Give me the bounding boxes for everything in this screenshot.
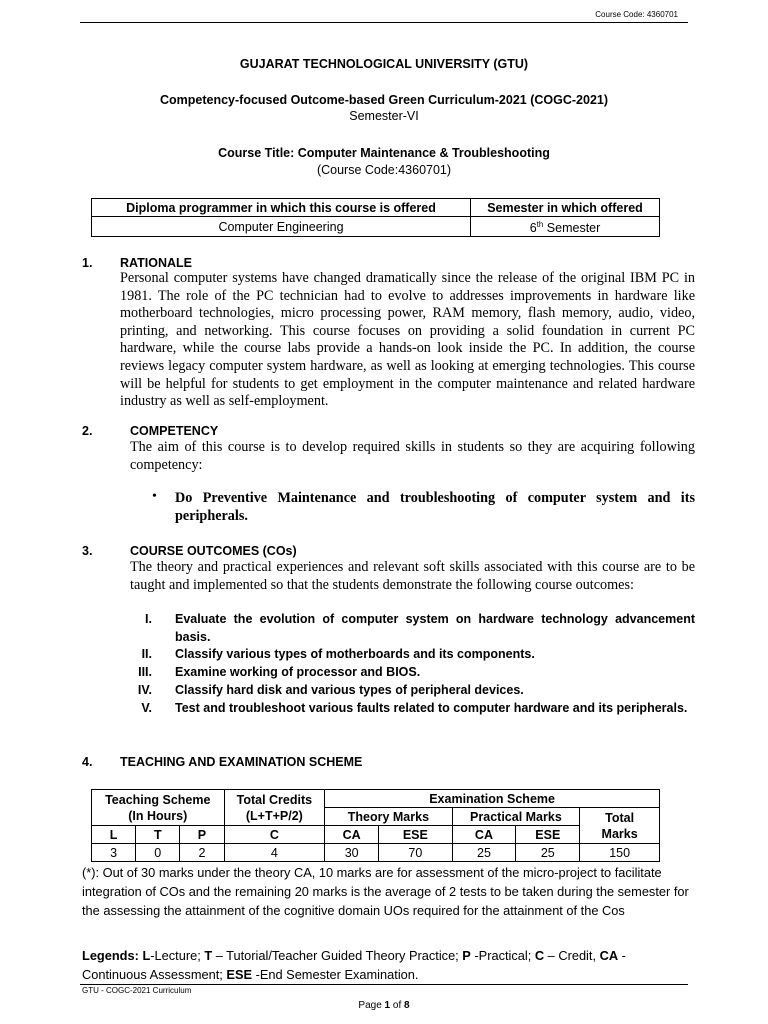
competency-heading: COMPETENCY: [130, 424, 219, 438]
competency-number: 2.: [82, 424, 93, 438]
header-course-code: Course Code: 4360701: [595, 10, 678, 19]
programme-value: Computer Engineering: [92, 217, 471, 237]
rationale-heading: RATIONALE: [120, 256, 192, 270]
outcome-text: Classify various types of motherboards and its components.: [175, 647, 535, 661]
theory-marks-header: Theory Marks: [325, 808, 452, 826]
total-credits-label: Total Credits: [236, 792, 313, 807]
competency-text: The aim of this course is to develop required skills in students so they are acquiring following competency:: [130, 439, 695, 473]
outcome-number: I.: [145, 612, 152, 626]
col-L: L: [92, 826, 136, 844]
outcome-number: III.: [138, 665, 152, 679]
university-title: GUJARAT TECHNOLOGICAL UNIVERSITY (GTU): [239, 57, 529, 71]
legend-CA-text: - Continuous Assessment;: [82, 948, 626, 982]
semester-word: Semester: [543, 221, 601, 236]
value-practical-ESE: 25: [516, 844, 580, 862]
competency-bullet: Do Preventive Maintenance and troubleshooting of computer system and its peripherals.: [175, 490, 695, 524]
outcome-number: II.: [141, 647, 152, 661]
outcomes-number: 3.: [82, 544, 93, 558]
page-of: of: [390, 1000, 405, 1011]
footer-curriculum: GTU - COGC-2021 Curriculum: [82, 986, 192, 995]
legend-P-text: -Practical;: [470, 948, 535, 963]
value-C: 4: [224, 844, 325, 862]
outcome-text: Test and troubleshoot various faults related to computer hardware and its peripherals.: [175, 701, 688, 715]
header-divider: [80, 22, 688, 23]
outcome-text: Examine working of processor and BIOS.: [175, 665, 421, 679]
col-T: T: [136, 826, 180, 844]
value-P: 2: [180, 844, 224, 862]
course-title: Course Title: Computer Maintenance & Troubleshooting: [218, 146, 550, 160]
legend-ESE: ESE: [226, 967, 253, 982]
total-label: Total: [605, 810, 635, 825]
star-note: (*): Out of 30 marks under the theory CA, 10 marks are for assessment of the micro-project to facilitate integration of COs and the remaining 20 marks is the average of 2 tests to be taken during the semester for the assessing the attainment of the cognitive domain UOs required for the attainment of the Cos: [82, 865, 689, 918]
legend-C-text: – Credit,: [544, 948, 600, 963]
value-theory-CA: 30: [325, 844, 379, 862]
course-code-line: (Course Code:4360701): [316, 163, 452, 177]
semester-value: [471, 217, 660, 237]
outcome-text: Classify hard disk and various types of peripheral devices.: [175, 683, 524, 697]
value-T: 0: [136, 844, 180, 862]
legends-label: Legends:: [82, 948, 143, 963]
legend-T-text: – Tutorial/Teacher Guided Theory Practice;: [212, 948, 463, 963]
semester-number: 6: [529, 221, 537, 236]
in-hours-label: (In Hours): [128, 808, 188, 823]
programme-table: [91, 198, 660, 237]
total-credits-header: [224, 790, 325, 826]
legend-ESE-text: -End Semester Examination.: [252, 967, 419, 982]
practical-marks-header: Practical Marks: [452, 808, 580, 826]
outcomes-heading: COURSE OUTCOMES (COs): [130, 544, 297, 558]
footer-divider: [80, 984, 688, 985]
outcome-text: Evaluate the evolution of computer system on hardware technology advancement basis.: [175, 612, 695, 644]
semester-label: Semester-VI: [349, 109, 419, 123]
legend-CA: CA: [599, 948, 619, 963]
legend-T: T: [204, 948, 213, 963]
value-practical-CA: 25: [452, 844, 516, 862]
value-L: 3: [92, 844, 136, 862]
page-total: 8: [404, 1000, 410, 1011]
outcome-number: V.: [141, 701, 152, 715]
marks-label: Marks: [601, 826, 638, 841]
bullet-icon: •: [152, 489, 157, 504]
scheme-heading: TEACHING AND EXAMINATION SCHEME: [120, 755, 363, 769]
outcome-number: IV.: [137, 683, 152, 697]
legends: [82, 946, 690, 984]
page-word: Page: [358, 1000, 385, 1011]
value-theory-ESE: 70: [379, 844, 453, 862]
value-total: 150: [580, 844, 660, 862]
col-practical-CA: CA: [452, 826, 516, 844]
total-marks-header: [580, 808, 660, 844]
col-theory-ESE: ESE: [379, 826, 453, 844]
legend-L: L: [142, 948, 151, 963]
teaching-scheme-header: [92, 790, 225, 826]
col-C: C: [224, 826, 325, 844]
programme-col-header: Diploma programmer in which this course is offered: [92, 199, 471, 217]
col-theory-CA: CA: [325, 826, 379, 844]
teaching-scheme-label: Teaching Scheme: [105, 792, 211, 807]
rationale-number: 1.: [82, 256, 93, 270]
ltp-formula: (L+T+P/2): [245, 808, 303, 823]
page-number: [0, 1000, 768, 1011]
col-P: P: [180, 826, 224, 844]
outcomes-text: The theory and practical experiences and relevant soft skills associated with this course are to be taught and implemented so that the students demonstrate the following course outcomes:: [130, 559, 695, 593]
page-current: 1: [384, 1000, 391, 1011]
legend-P: P: [462, 948, 471, 963]
scheme-number: 4.: [82, 755, 93, 769]
col-practical-ESE: ESE: [516, 826, 580, 844]
legend-L-text: -Lecture;: [150, 948, 205, 963]
examination-scheme-header: Examination Scheme: [325, 790, 660, 808]
semester-suffix: th: [536, 220, 544, 229]
scheme-table: [91, 789, 660, 862]
semester-col-header: Semester in which offered: [471, 199, 660, 217]
curriculum-title: Competency-focused Outcome-based Green Curriculum-2021 (COGC-2021): [159, 93, 609, 107]
legend-C: C: [534, 948, 545, 963]
rationale-text: Personal computer systems have changed dramatically since the release of the original IBM PC in 1981. The role of the PC technician had to evolve to addresses improvements in hardware like motherboard technologies, micro processing power, RAM memory, flash memory, audio, video, printing, and networking. This course focuses on providing a solid foundation in current PC hardware, while the course labs provide a hands-on look inside the PC. In addition, the course reviews legacy computer system hardware, as well as looking at emerging technologies. This course will be helpful for students to get employment in the computer maintenance and related hardware industry as well as self-employment.: [120, 270, 695, 410]
